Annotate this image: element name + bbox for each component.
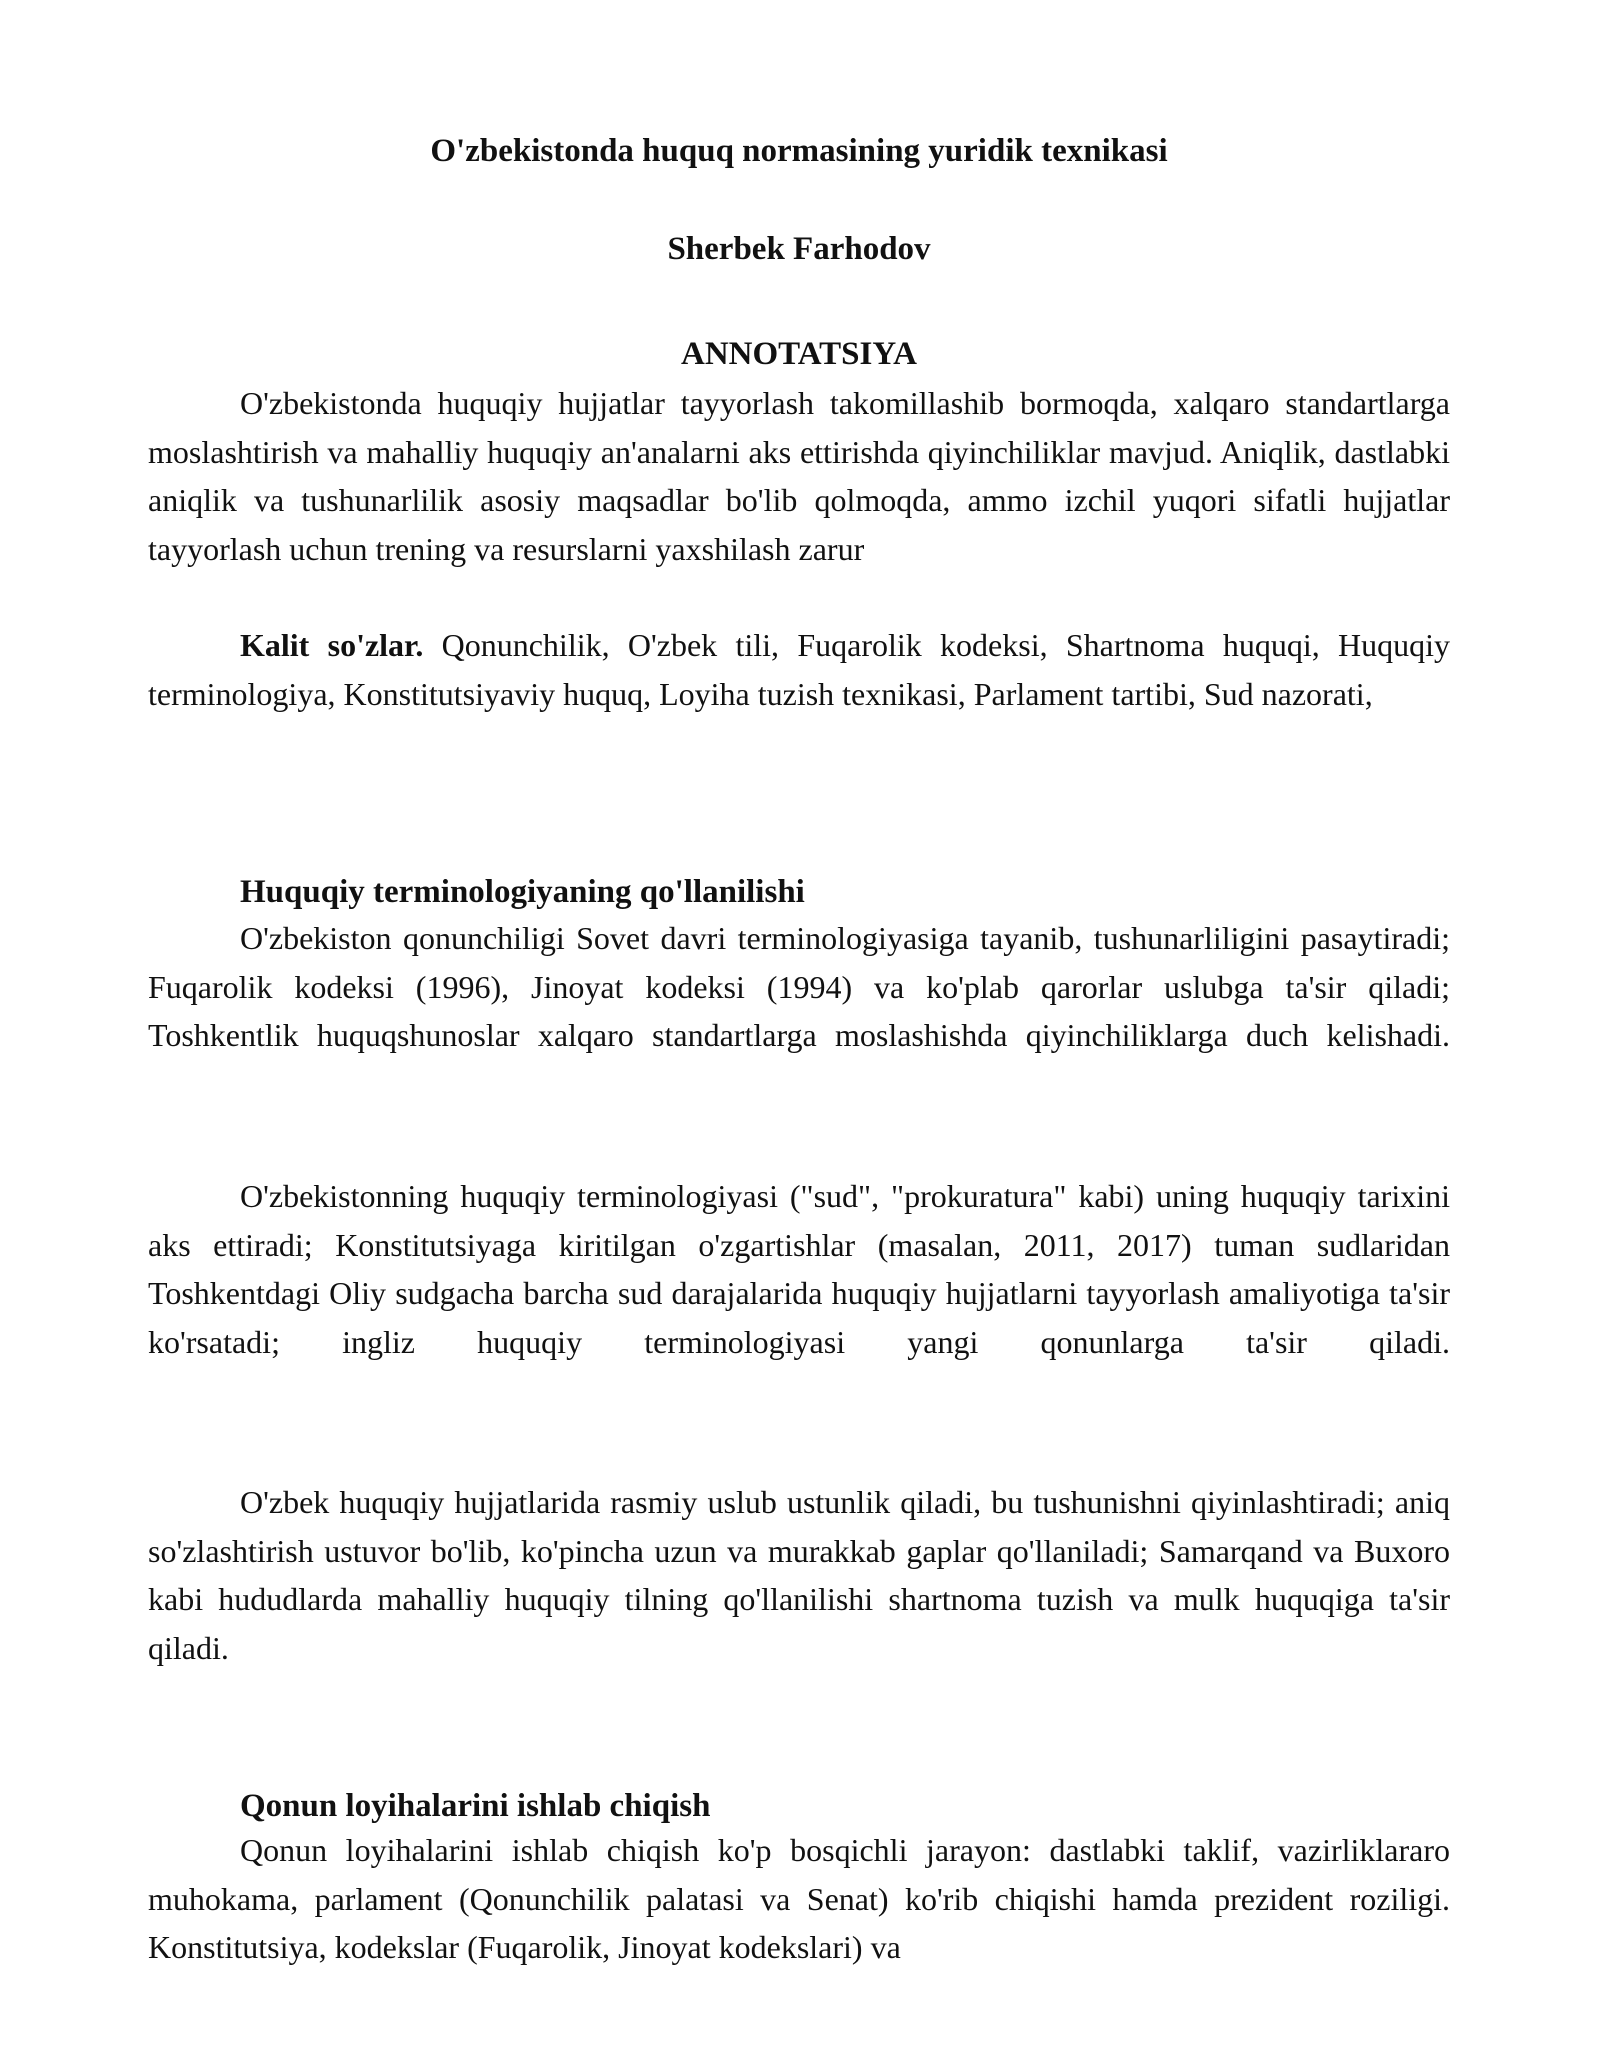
section-heading-drafting: Qonun loyihalarini ishlab chiqish [240, 1788, 711, 1824]
annotation-heading: ANNOTATSIYA [681, 336, 917, 372]
section-heading-terminology: Huquqiy terminologiyaning qo'llanilishi [240, 874, 805, 910]
annotation-paragraph: O'zbekistonda huquqiy hujjatlar tayyorlash takomillashib bormoqda, xalqaro standartlarga moslashtirish va mahalliy huquqiy an'analarni aks ettirishda qiyinchiliklar mavjud. Aniqlik, dastlabki aniqlik va tushunarlilik asosiy maqsadlar bo'lib qolmoqda, ammo izchil yuqori sifatli hujjatlar tayyorlash uchun trening va resurslarni yaxshilash zarur [148, 385, 1450, 567]
section-paragraph: Qonun loyihalarini ishlab chiqish ko'p bosqichli jarayon: dastlabki taklif, vazirliklararo muhokama, parlament (Qonunchilik palatasi va Senat) ko'rib chiqishi hamda prezident roziligi. Konstitutsiya, kodekslar (Fuqarolik, Jinoyat kodekslari) va [148, 1832, 1450, 1965]
keywords-list: Qonunchilik, O'zbek tili, Fuqarolik kodeksi, Shartnoma huquqi, Huquqiy terminologiya, Konstitutsiyaviy huquq, Loyiha tuzish texnikasi, Parlament tartibi, Sud nazorati, [148, 627, 1451, 712]
section-paragraph: O'zbekiston qonunchiligi Sovet davri terminologiyasiga tayanib, tushunarliligini pasaytiradi; Fuqarolik kodeksi (1996), Jinoyat kodeksi (1994) va ko'plab qarorlar uslubga ta'sir qiladi; Toshkentlik huquqshunoslar xalqaro standartlarga moslashishda qiyinchiliklarga duch kelishadi. [148, 920, 1450, 1053]
paper-title: O'zbekistonda huquq normasining yuridik texnikasi [430, 133, 1168, 169]
keywords-paragraph [148, 621, 1450, 718]
section-paragraph: O'zbekistonning huquqiy terminologiyasi ("sud", "prokuratura" kabi) uning huquqiy tarixini aks ettiradi; Konstitutsiyaga kiritilgan o'zgartishlar (masalan, 2011, 2017) tuman sudlaridan Toshkentdagi Oliy sudgacha barcha sud darajalarida huquqiy hujjatlarni tayyorlash amaliyotiga ta'sir ko'rsatadi; ingliz huquqiy terminologiyasi yangi qonunlarga ta'sir qiladi. [148, 1178, 1450, 1360]
document-page [148, 0, 1450, 2070]
author-name: Sherbek Farhodov [667, 231, 931, 267]
keywords-label: Kalit so'zlar. [240, 627, 424, 663]
section-paragraph: O'zbek huquqiy hujjatlarida rasmiy uslub ustunlik qiladi, bu tushunishni qiyinlashtiradi; aniq so'zlashtirish ustuvor bo'lib, ko'pincha uzun va murakkab gaplar qo'llaniladi; Samarqand va Buxoro kabi hududlarda mahalliy huquqiy tilning qo'llanilishi shartnoma tuzish va mulk huquqiga ta'sir qiladi. [148, 1484, 1450, 1666]
